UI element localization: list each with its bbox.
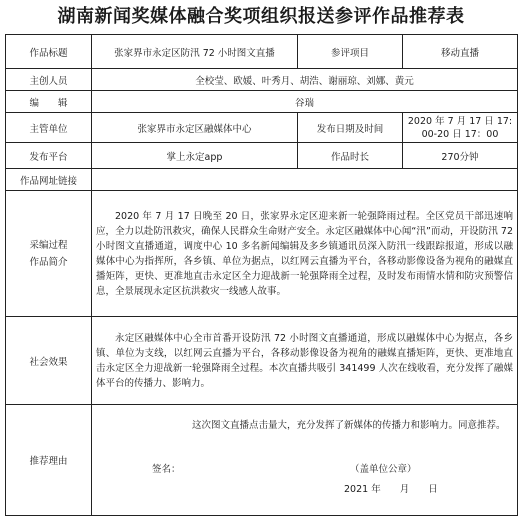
editor-label: 编 辑 [6,91,92,113]
duration-label: 作品时长 [298,143,403,169]
work-title-value: 张家界市永定区防汛 72 小时图文直播 [92,35,298,69]
sponsor-label: 主管单位 [6,113,92,143]
creators-label: 主创人员 [6,69,92,91]
seal-label: （盖单位公章） [350,464,417,475]
date-label: 2021 年 月 日 [344,484,438,495]
row-work-title [6,35,518,69]
row-effect [6,317,518,405]
recommendation-form [5,34,518,516]
reason-label: 推荐理由 [6,405,92,516]
reason-cell [92,405,518,516]
publish-time-line2: 00-20 日 17：00 [421,128,499,140]
creators-value: 全校莹、欧媛、叶秀月、胡浩、谢丽琼、刘娜、黄元 [92,69,518,91]
category-label: 参评项目 [298,35,403,69]
publish-time-value [403,113,518,143]
link-label: 作品网址链接 [6,169,92,191]
link-value [92,169,518,191]
editor-value: 谷瑞 [92,91,518,113]
platform-label: 发布平台 [6,143,92,169]
row-editor [6,91,518,113]
sponsor-value: 张家界市永定区融媒体中心 [92,113,298,143]
duration-value: 270分钟 [403,143,518,169]
work-title-label: 作品标题 [6,35,92,69]
category-value: 移动直播 [403,35,518,69]
reason-value: 这次图文直播点击量大，充分发挥了新媒体的传播力和影响力。同意推荐。 [192,420,506,431]
form-title: 湖南新闻奖媒体融合奖项组织报送参评作品推荐表 [57,6,465,27]
publish-time-line1: 2020 年 7 月 17 日 17: [407,115,513,127]
process-value: 2020 年 7 月 17 日晚至 20 日，张家界永定区迎来新一轮强降雨过程。全区党员干部迅速响应，全力以赴防汛救灾，确保人民群众生命财产安全。永定区融媒体中心闻“汛”而动，开设防汛 72 小时图文直播通道，调度中心 10 多名新闻编辑及多乡镇通讯员深入防汛一线跟踪报道，形成以融媒体中心为指挥所，各乡镇、单位为据点，以红网云直播为平台，各移动影像设备为视角的融媒直播矩阵，更快、更准地直击永定区全力迎战新一轮强降雨全过程，及时发布雨情水情和防灾预警信息，全景展现永定区抗洪救灾一线感人故事。 [92,191,518,317]
publish-time-label: 发布日期及时间 [298,113,403,143]
signature-label: 签名： [152,464,181,475]
row-creators [6,69,518,91]
process-label: 采编过程 作品简介 [6,191,92,317]
effect-value: 永定区融媒体中心全市首番开设防汛 72 小时图文直播通道，形成以融媒体中心为据点，各乡镇、单位为支线，以红网云直播为平台，各移动影像设备为视角的融媒直播矩阵，更快、更准地直击永定区全力迎战新一轮强降雨全过程。本次直播共吸引 341499 人次在线收看，充分发挥了融媒体平台的传播力、影响力。 [92,317,518,405]
row-sponsor [6,113,518,143]
row-platform [6,143,518,169]
effect-label: 社会效果 [6,317,92,405]
row-process [6,191,518,317]
platform-value: 掌上永定app [92,143,298,169]
row-link [6,169,518,191]
row-reason [6,405,518,516]
